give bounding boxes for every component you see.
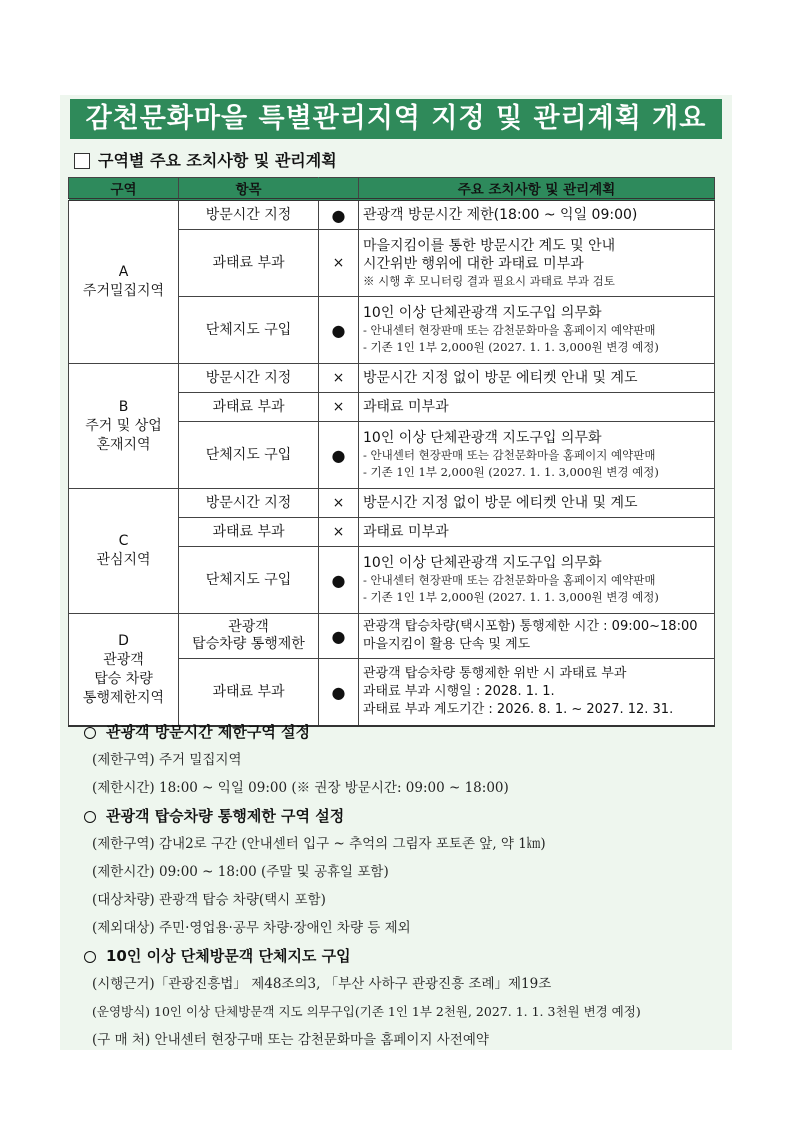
mark-cell: ●	[319, 614, 359, 659]
body-line: (제한구역) 감내2로 구간 (안내센터 입구 ~ 추억의 그림자 포토존 앞, 약 1㎞)	[92, 836, 546, 852]
desc-cell	[359, 230, 715, 297]
desc-cell	[359, 518, 715, 547]
item-cell: 과태료 부과	[179, 659, 319, 727]
desc-note: - 기존 1인 1부 2,000원 (2027. 1. 1. 3,000원 변경 예정)	[363, 590, 659, 604]
item-cell: 과태료 부과	[179, 393, 319, 422]
table-row	[69, 614, 715, 659]
zone-name: 주거 및 상업	[85, 417, 162, 434]
zone-code: D	[118, 632, 129, 649]
desc-line: 관광객 탑승차량(택시포함) 통행제한 시간 : 09:00~18:00	[363, 619, 698, 634]
mark-cell: ●	[319, 547, 359, 614]
desc-line: 마을지킴이를 통한 방문시간 계도 및 안내	[363, 237, 616, 254]
header-zone: 구역	[69, 178, 179, 200]
zone-c-cell	[69, 489, 179, 614]
body-line: (대상차량) 관광객 탑승 차량(택시 포함)	[92, 892, 326, 908]
desc-line: 관광객 탑승차량 통행제한 위반 시 과태료 부과	[363, 666, 627, 681]
desc-line: 과태료 미부과	[363, 524, 449, 540]
desc-line: 10인 이상 단체관광객 지도구입 의무화	[363, 555, 602, 571]
desc-line: 과태료 부과 시행일 : 2028. 1. 1.	[363, 684, 555, 699]
zone-code: B	[118, 398, 129, 415]
desc-line: 관광객 방문시간 제한(18:00 ~ 익일 09:00)	[363, 207, 638, 223]
zone-a-cell	[69, 200, 179, 364]
desc-line: 시간위반 행위에 대한 과태료 미부과	[363, 255, 584, 272]
item-cell	[179, 614, 319, 659]
mark-cell: ●	[319, 297, 359, 364]
item-cell: 과태료 부과	[179, 230, 319, 297]
header-spacer	[319, 178, 359, 200]
zone-name: 주거밀집지역	[82, 283, 165, 299]
header-item: 항목	[179, 178, 319, 200]
body-line: (제한구역) 주거 밀집지역	[92, 752, 242, 768]
header-measures: 주요 조치사항 및 관리계획	[359, 178, 715, 200]
mark-cell: ●	[319, 200, 359, 230]
zone-name: 탑승 차량	[94, 670, 153, 687]
item-line: 탑승차량 통행제한	[192, 636, 305, 652]
desc-note: - 안내센터 현장판매 또는 감천문화마을 홈페이지 예약판매	[363, 323, 656, 337]
checkbox-icon	[74, 153, 90, 169]
mark-cell: ×	[319, 393, 359, 422]
measures-table	[68, 177, 715, 727]
mark-cell: ●	[319, 422, 359, 489]
body-line: (제한시간) 09:00 ~ 18:00 (주말 및 공휴일 포함)	[92, 864, 389, 880]
desc-line: 과태료 미부과	[363, 399, 449, 415]
desc-cell	[359, 489, 715, 518]
desc-cell	[359, 393, 715, 422]
mark-cell: ×	[319, 230, 359, 297]
zone-name: 관광객	[103, 651, 144, 668]
desc-line: 방문시간 지정 없이 방문 에티켓 안내 및 계도	[363, 370, 638, 386]
table-row	[69, 489, 715, 518]
desc-cell	[359, 297, 715, 364]
mark-cell: ●	[319, 659, 359, 727]
body-line: (제한시간) 18:00 ~ 익일 09:00 (※ 권장 방문시간: 09:00 ~ 18:00)	[92, 780, 509, 796]
item-cell: 과태료 부과	[179, 518, 319, 547]
body-line: (시행근거)「관광진흥법」 제48조의3, 「부산 사하구 관광진흥 조례」제19조	[92, 976, 552, 992]
desc-cell	[359, 614, 715, 659]
mark-cell: ×	[319, 489, 359, 518]
item-cell: 단체지도 구입	[179, 297, 319, 364]
zone-code: A	[118, 264, 129, 280]
bullet-heading	[84, 942, 724, 970]
desc-cell	[359, 659, 715, 727]
item-cell: 단체지도 구입	[179, 547, 319, 614]
page-title: 감천문화마을 특별관리지역 지정 및 관리계획 개요	[70, 99, 722, 139]
desc-cell	[359, 547, 715, 614]
circle-bullet-icon	[84, 811, 96, 823]
body-line: (운영방식) 10인 이상 단체방문객 지도 의무구입(기존 1인 1부 2천원, 2027. 1. 1. 3천원 변경 예정)	[92, 1004, 641, 1019]
desc-line: 마을지킴이 활용 단속 및 계도	[363, 637, 531, 652]
item-cell: 방문시간 지정	[179, 200, 319, 230]
zone-code: C	[118, 533, 129, 549]
mark-cell: ×	[319, 518, 359, 547]
desc-line: 방문시간 지정 없이 방문 에티켓 안내 및 계도	[363, 495, 638, 511]
bullet-heading	[84, 718, 724, 746]
desc-note: - 기존 1인 1부 2,000원 (2027. 1. 1. 3,000원 변경 예정)	[363, 465, 659, 479]
item-cell: 방문시간 지정	[179, 364, 319, 393]
desc-cell	[359, 422, 715, 489]
desc-line: 10인 이상 단체관광객 지도구입 의무화	[363, 430, 602, 446]
desc-line: 과태료 부과 계도기간 : 2026. 8. 1. ~ 2027. 12. 31.	[363, 702, 674, 717]
desc-cell	[359, 200, 715, 230]
circle-bullet-icon	[84, 951, 96, 963]
desc-note: - 안내센터 현장판매 또는 감천문화마을 홈페이지 예약판매	[363, 448, 656, 462]
item-cell: 방문시간 지정	[179, 489, 319, 518]
body-line: (제외대상) 주민·영업용·공무 차량·장애인 차량 등 제외	[92, 920, 411, 936]
desc-note: - 안내센터 현장판매 또는 감천문화마을 홈페이지 예약판매	[363, 573, 656, 587]
item-cell: 단체지도 구입	[179, 422, 319, 489]
table-row	[69, 200, 715, 230]
bullet-heading-text: 관광객 탑승차량 통행제한 구역 설정	[106, 807, 345, 825]
zone-name: 통행제한지역	[82, 689, 165, 706]
section-heading-text: 구역별 주요 조치사항 및 관리계획	[98, 151, 337, 170]
section-heading	[74, 150, 337, 172]
circle-bullet-icon	[84, 727, 96, 739]
desc-cell	[359, 364, 715, 393]
bullet-heading-text: 관광객 방문시간 제한구역 설정	[106, 723, 311, 741]
table-header-row	[69, 178, 715, 200]
zone-b-cell	[69, 364, 179, 489]
zone-d-cell	[69, 614, 179, 727]
desc-note: - 기존 1인 1부 2,000원 (2027. 1. 1. 3,000원 변경 예정)	[363, 340, 659, 354]
zone-name: 관심지역	[96, 552, 151, 568]
bullet-heading	[84, 802, 724, 830]
body-text	[84, 718, 724, 1054]
item-line: 관광객	[228, 619, 269, 635]
mark-cell: ×	[319, 364, 359, 393]
table-row	[69, 364, 715, 393]
desc-line: 10인 이상 단체관광객 지도구입 의무화	[363, 305, 602, 321]
zone-name: 혼재지역	[96, 436, 151, 453]
bullet-heading-text: 10인 이상 단체방문객 단체지도 구입	[106, 947, 351, 965]
desc-note: ※ 시행 후 모니터링 결과 필요시 과태료 부과 검토	[363, 273, 615, 288]
body-line: (구 매 처) 안내센터 현장구매 또는 감천문화마을 홈페이지 사전예약	[92, 1032, 489, 1048]
